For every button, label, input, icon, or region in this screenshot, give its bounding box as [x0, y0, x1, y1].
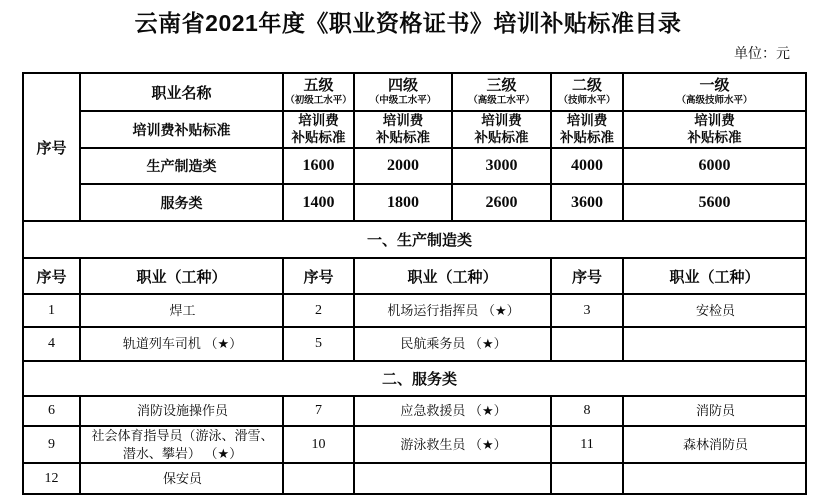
section-title-manufacturing: 一、生产制造类	[23, 221, 806, 258]
level-sublabel: （技师水平）	[558, 94, 616, 106]
occupation-cell: 消防设施操作员	[80, 396, 283, 426]
occupation-cell	[354, 463, 551, 494]
section-title-services: 二、服务类	[23, 361, 806, 396]
category-label-manufacturing: 生产制造类	[80, 148, 283, 184]
level-name: 二级	[571, 77, 602, 95]
occupation-header: 职业（工种）	[623, 258, 806, 294]
seq-header: 序号	[283, 258, 354, 294]
occupation-cell	[623, 327, 806, 361]
fee-line2: 补贴标准	[474, 129, 529, 145]
seq-header: 序号	[23, 258, 80, 294]
seq-cell: 6	[23, 396, 80, 426]
occupation-cell: 安检员	[623, 294, 806, 327]
level-name: 一级	[699, 77, 730, 95]
seq-column-header: 序号	[23, 73, 80, 221]
level-1-header	[623, 73, 806, 111]
occupation-cell: 应急救援员 （★）	[354, 396, 551, 426]
subsidy-value: 1400	[283, 184, 354, 221]
seq-cell: 3	[551, 294, 623, 327]
subsidy-value: 6000	[623, 148, 806, 184]
fee-line2: 补贴标准	[376, 129, 430, 145]
fee-line2: 补贴标准	[560, 129, 614, 145]
level-sublabel: （高级工水平）	[468, 94, 535, 106]
table-row	[23, 463, 806, 494]
level-5-header	[283, 73, 354, 111]
seq-cell: 4	[23, 327, 80, 361]
level-name: 四级	[387, 77, 418, 95]
occupation-cell: 森林消防员	[623, 426, 806, 463]
subsidy-value: 2000	[354, 148, 452, 184]
occupation-header: 职业（工种）	[80, 258, 283, 294]
occupation-cell	[623, 463, 806, 494]
level-name: 五级	[303, 77, 334, 95]
table-row	[23, 294, 806, 327]
level-name: 三级	[486, 77, 517, 95]
subsidy-value: 2600	[452, 184, 551, 221]
seq-cell: 10	[283, 426, 354, 463]
occupation-cell: 社会体育指导员（游泳、滑雪、潜水、攀岩） （★）	[80, 426, 283, 463]
occupation-cell: 消防员	[623, 396, 806, 426]
seq-cell: 1	[23, 294, 80, 327]
table-row	[23, 327, 806, 361]
fee-line1: 培训费	[298, 112, 339, 128]
level-4-header	[354, 73, 452, 111]
subsidy-value: 3600	[551, 184, 623, 221]
fee-line2: 补贴标准	[291, 129, 346, 145]
subsidy-value: 1800	[354, 184, 452, 221]
category-label-services: 服务类	[80, 184, 283, 221]
seq-cell	[551, 327, 623, 361]
fee-standard-cell	[623, 111, 806, 148]
fee-standard-cell	[452, 111, 551, 148]
table-row	[23, 396, 806, 426]
table-row	[23, 426, 806, 463]
occupation-cell: 游泳救生员 （★）	[354, 426, 551, 463]
fee-standard-cell	[283, 111, 354, 148]
document-page	[0, 5, 816, 499]
level-sublabel: （中级工水平）	[369, 94, 437, 106]
unit-label: 单位：元	[734, 47, 790, 62]
seq-cell: 7	[283, 396, 354, 426]
seq-cell: 12	[23, 463, 80, 494]
seq-header: 序号	[551, 258, 623, 294]
subsidy-value: 5600	[623, 184, 806, 221]
fee-line1: 培训费	[481, 112, 522, 128]
subsidy-value: 3000	[452, 148, 551, 184]
seq-cell: 8	[551, 396, 623, 426]
occupation-cell: 民航乘务员 （★）	[354, 327, 551, 361]
page-title: 云南省2021年度《职业资格证书》培训补贴标准目录	[134, 10, 682, 36]
fee-standard-row-label: 培训费补贴标准	[80, 111, 283, 148]
occupation-name-header: 职业名称	[80, 73, 283, 111]
occupation-header: 职业（工种）	[354, 258, 551, 294]
seq-cell: 2	[283, 294, 354, 327]
seq-cell: 5	[283, 327, 354, 361]
seq-cell: 9	[23, 426, 80, 463]
occupation-cell: 机场运行指挥员 （★）	[354, 294, 551, 327]
seq-cell: 11	[551, 426, 623, 463]
level-2-header	[551, 73, 623, 111]
seq-cell	[283, 463, 354, 494]
fee-standard-cell	[354, 111, 452, 148]
fee-line2: 补贴标准	[687, 129, 742, 145]
subsidy-standard-table	[22, 72, 807, 495]
fee-standard-cell	[551, 111, 623, 148]
level-sublabel: （初级工水平）	[285, 94, 352, 106]
fee-line1: 培训费	[566, 112, 608, 128]
subsidy-value: 1600	[283, 148, 354, 184]
level-sublabel: （高级技师水平）	[676, 94, 753, 106]
seq-cell	[551, 463, 623, 494]
fee-line1: 培训费	[694, 112, 735, 128]
level-3-header	[452, 73, 551, 111]
subsidy-value: 4000	[551, 148, 623, 184]
occupation-cell: 轨道列车司机 （★）	[80, 327, 283, 361]
occupation-cell: 焊工	[80, 294, 283, 327]
fee-line1: 培训费	[382, 112, 424, 128]
occupation-cell: 保安员	[80, 463, 283, 494]
